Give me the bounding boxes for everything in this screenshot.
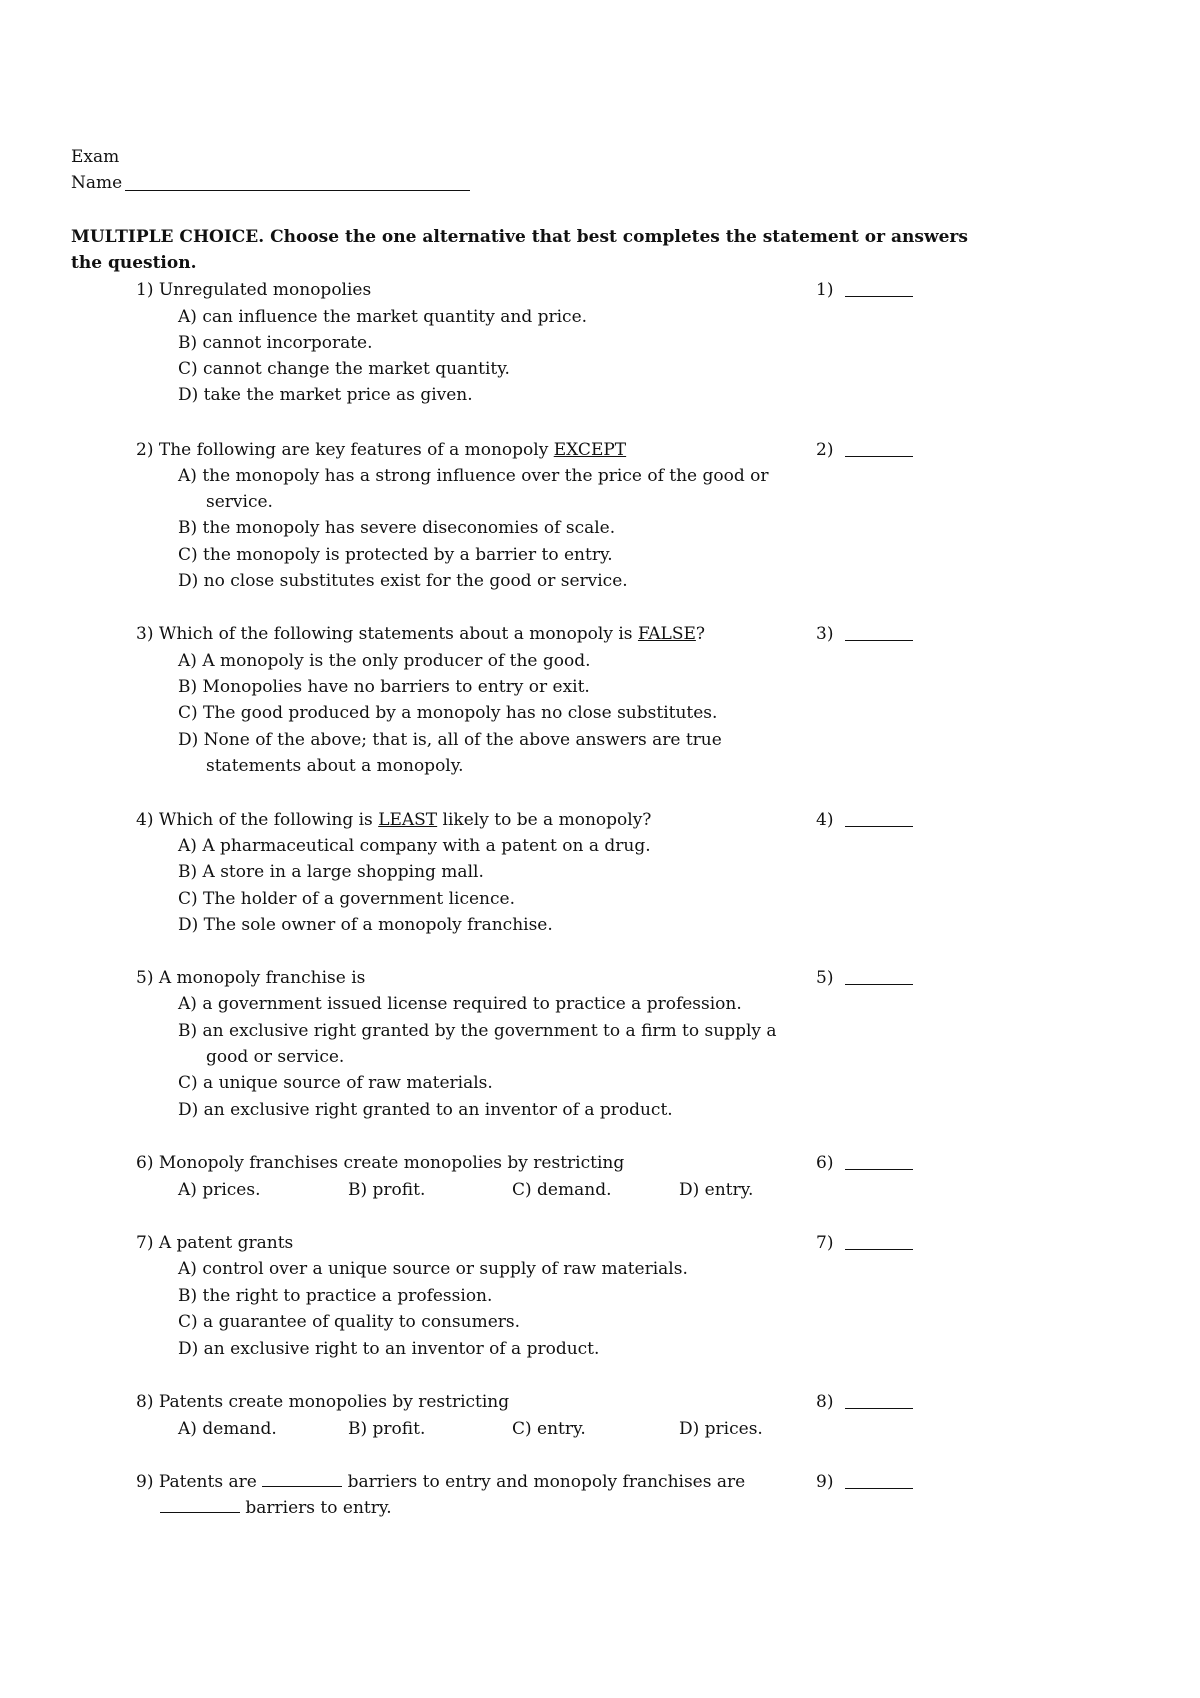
instructions-line-1: MULTIPLE CHOICE. Choose the one alternative that best completes the statement or answers — [71, 227, 968, 247]
question-5-option-b-continued: good or service. — [206, 1047, 345, 1067]
question-3-option-d-continued: statements about a monopoly. — [206, 756, 464, 776]
question-6-option-c: C) demand. — [512, 1180, 612, 1200]
question-7-answer-blank[interactable] — [845, 1249, 913, 1250]
question-1-answer-blank[interactable] — [845, 296, 913, 297]
question-5-option-a: A) a government issued license required to practice a profession. — [178, 994, 742, 1014]
question-3-option-c: C) The good produced by a monopoly has no close substitutes. — [178, 703, 718, 723]
question-2-option-a: A) the monopoly has a strong influence over the price of the good or — [178, 466, 769, 486]
question-9-stem-continued: barriers to entry. — [160, 1498, 392, 1518]
question-8-option-a: A) demand. — [178, 1419, 277, 1439]
question-6-number: 6) — [816, 1153, 834, 1173]
question-5-number: 5) — [816, 968, 834, 988]
question-2-option-a-continued: service. — [206, 492, 273, 512]
question-6-option-a: A) prices. — [178, 1180, 261, 1200]
question-5-option-d: D) an exclusive right granted to an inventor of a product. — [178, 1100, 673, 1120]
question-8-answer-blank[interactable] — [845, 1408, 913, 1409]
question-4-option-a: A) A pharmaceutical company with a patent on a drug. — [178, 836, 651, 856]
question-6-option-b: B) profit. — [348, 1180, 426, 1200]
question-3-number: 3) — [816, 624, 834, 644]
question-5-answer-blank[interactable] — [845, 984, 913, 985]
question-1-option-c: C) cannot change the market quantity. — [178, 359, 510, 379]
question-1-number: 1) — [816, 280, 834, 300]
question-1-option-d: D) take the market price as given. — [178, 385, 473, 405]
instructions-line-2: the question. — [71, 253, 197, 273]
question-3-stem: 3) Which of the following statements about a monopoly is FALSE? — [136, 624, 706, 644]
question-8-option-c: C) entry. — [512, 1419, 586, 1439]
question-4-answer-blank[interactable] — [845, 826, 913, 827]
question-3-option-b: B) Monopolies have no barriers to entry or exit. — [178, 677, 590, 697]
question-7-option-d: D) an exclusive right to an inventor of a product. — [178, 1339, 600, 1359]
question-4-emphasis: LEAST — [378, 810, 438, 830]
question-1-option-a: A) can influence the market quantity and price. — [178, 307, 588, 327]
question-4-option-b: B) A store in a large shopping mall. — [178, 862, 484, 882]
name-field-blank[interactable] — [125, 190, 470, 191]
question-2-number: 2) — [816, 440, 834, 460]
question-5-option-c: C) a unique source of raw materials. — [178, 1073, 493, 1093]
question-4-stem: 4) Which of the following is LEAST likely to be a monopoly? — [136, 810, 652, 830]
question-2-answer-blank[interactable] — [845, 456, 913, 457]
question-9-answer-blank[interactable] — [845, 1488, 913, 1489]
question-9-inline-blank-2 — [160, 1498, 240, 1513]
question-1-stem: 1) Unregulated monopolies — [136, 280, 372, 300]
question-4-option-d: D) The sole owner of a monopoly franchise. — [178, 915, 553, 935]
exam-label: Exam — [71, 147, 120, 167]
question-8-option-b: B) profit. — [348, 1419, 426, 1439]
question-7-stem: 7) A patent grants — [136, 1233, 294, 1253]
question-2-option-d: D) no close substitutes exist for the good or service. — [178, 571, 628, 591]
question-1-option-b: B) cannot incorporate. — [178, 333, 373, 353]
question-6-stem: 6) Monopoly franchises create monopolies by restricting — [136, 1153, 625, 1173]
question-8-number: 8) — [816, 1392, 834, 1412]
question-2-option-b: B) the monopoly has severe diseconomies of scale. — [178, 518, 616, 538]
question-9-stem: 9) Patents are barriers to entry and monopoly franchises are — [136, 1472, 746, 1492]
question-7-option-a: A) control over a unique source or supply of raw materials. — [178, 1259, 688, 1279]
question-4-number: 4) — [816, 810, 834, 830]
question-2-option-c: C) the monopoly is protected by a barrier to entry. — [178, 545, 613, 565]
question-3-option-d: D) None of the above; that is, all of the above answers are true — [178, 730, 722, 750]
question-2-stem: 2) The following are key features of a monopoly EXCEPT — [136, 440, 627, 460]
question-4-option-c: C) The holder of a government licence. — [178, 889, 515, 909]
question-7-option-b: B) the right to practice a profession. — [178, 1286, 493, 1306]
question-3-option-a: A) A monopoly is the only producer of the good. — [178, 651, 591, 671]
question-6-option-d: D) entry. — [679, 1180, 754, 1200]
name-label: Name — [71, 173, 123, 193]
question-7-option-c: C) a guarantee of quality to consumers. — [178, 1312, 521, 1332]
question-7-number: 7) — [816, 1233, 834, 1253]
question-3-emphasis: FALSE — [637, 624, 696, 644]
question-2-emphasis: EXCEPT — [553, 440, 627, 460]
question-6-answer-blank[interactable] — [845, 1169, 913, 1170]
question-9-inline-blank-1 — [262, 1472, 342, 1487]
question-5-option-b: B) an exclusive right granted by the government to a firm to supply a — [178, 1021, 777, 1041]
question-8-stem: 8) Patents create monopolies by restricting — [136, 1392, 510, 1412]
question-8-option-d: D) prices. — [679, 1419, 763, 1439]
question-3-answer-blank[interactable] — [845, 640, 913, 641]
question-9-number: 9) — [816, 1472, 834, 1492]
question-5-stem: 5) A monopoly franchise is — [136, 968, 366, 988]
